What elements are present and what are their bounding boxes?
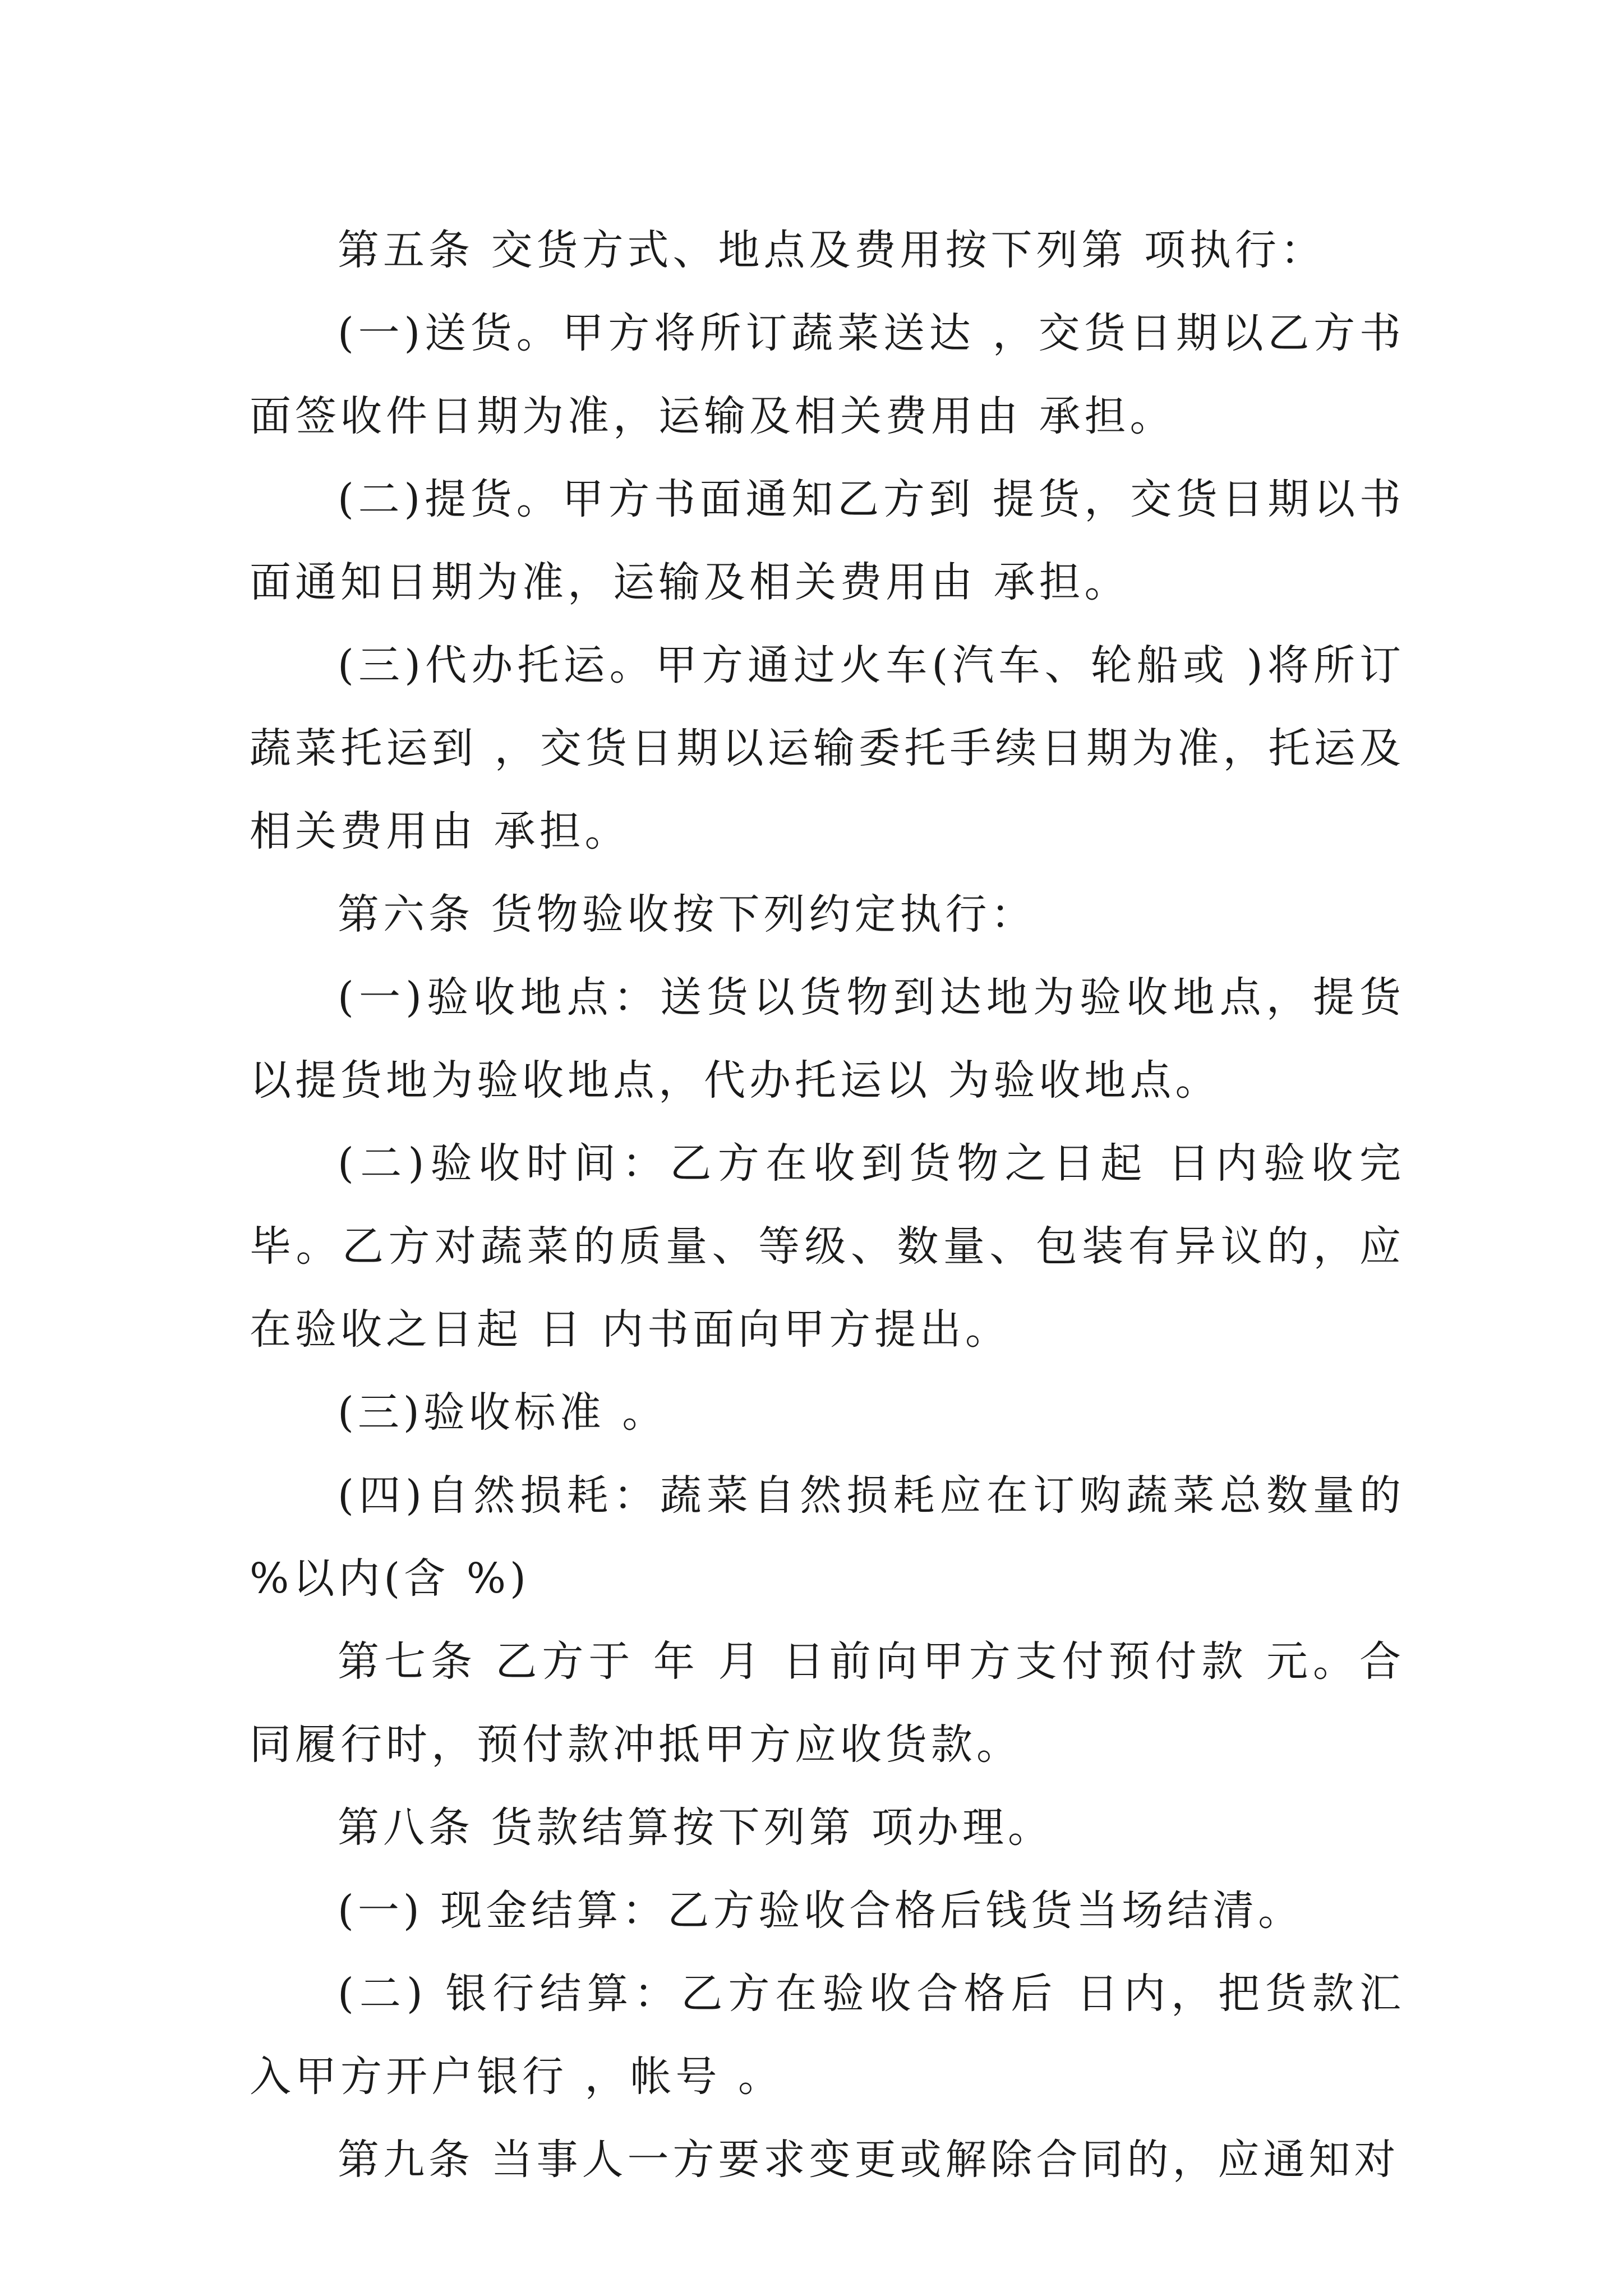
article-8-heading: 第八条 货款结算按下列第 项办理。 (338, 1803, 1054, 1852)
article-5-item-2: (二)提货。甲方书面通知乙方到 提货，交货日期以书面通知日期为准，运输及相关费用由 承担。 (250, 475, 1405, 606)
article-6-heading: 第六条 货物验收按下列约定执行： (338, 890, 1036, 938)
article-6-item-1: (一)验收地点：送货以货物到达地为验收地点，提货以提货地为验收地点，代办托运以 为验收地点。 (250, 973, 1405, 1105)
article-6-item-3: (三)验收标准 。 (338, 1388, 668, 1437)
article-6-item-2: (二)验收时间：乙方在收到货物之日起 日内验收完毕。乙方对蔬菜的质量、等级、数量、包装有异议的，应在验收之日起 日 内书面向甲方提出。 (250, 1139, 1405, 1354)
article-5-item-1: (一)送货。甲方将所订蔬菜送达 ，交货日期以乙方书面签收件日期为准，运输及相关费用由 承担。 (250, 309, 1405, 440)
article-6-item-4: (四)自然损耗：蔬菜自然损耗应在订购蔬菜总数量的 %以内(含 %) (250, 1471, 1422, 1603)
article-5-item-3: (三)代办托运。甲方通过火车(汽车、轮船或 )将所订蔬菜托运到 ，交货日期以运输委托手续日期为准，托运及相关费用由 承担。 (250, 641, 1405, 855)
article-7: 第七条 乙方于 年 月 日前向甲方支付预付款 元。合同履行时，预付款冲抵甲方应收货款。 (250, 1637, 1405, 1769)
document-body (250, 209, 1422, 2201)
article-8-item-2: (二) 银行结算：乙方在验收合格后 日内，把货款汇入甲方开户银行 ，帐号 。 (250, 1970, 1405, 2101)
article-8-item-1: (一) 现金结算：乙方验收合格后钱货当场结清。 (338, 1887, 1304, 1935)
article-5-heading: 第五条 交货方式、地点及费用按下列第 项执行： (338, 226, 1326, 274)
article-9-start: 第九条 当事人一方要求变更或解除合同的，应通知对 (338, 2136, 1400, 2184)
